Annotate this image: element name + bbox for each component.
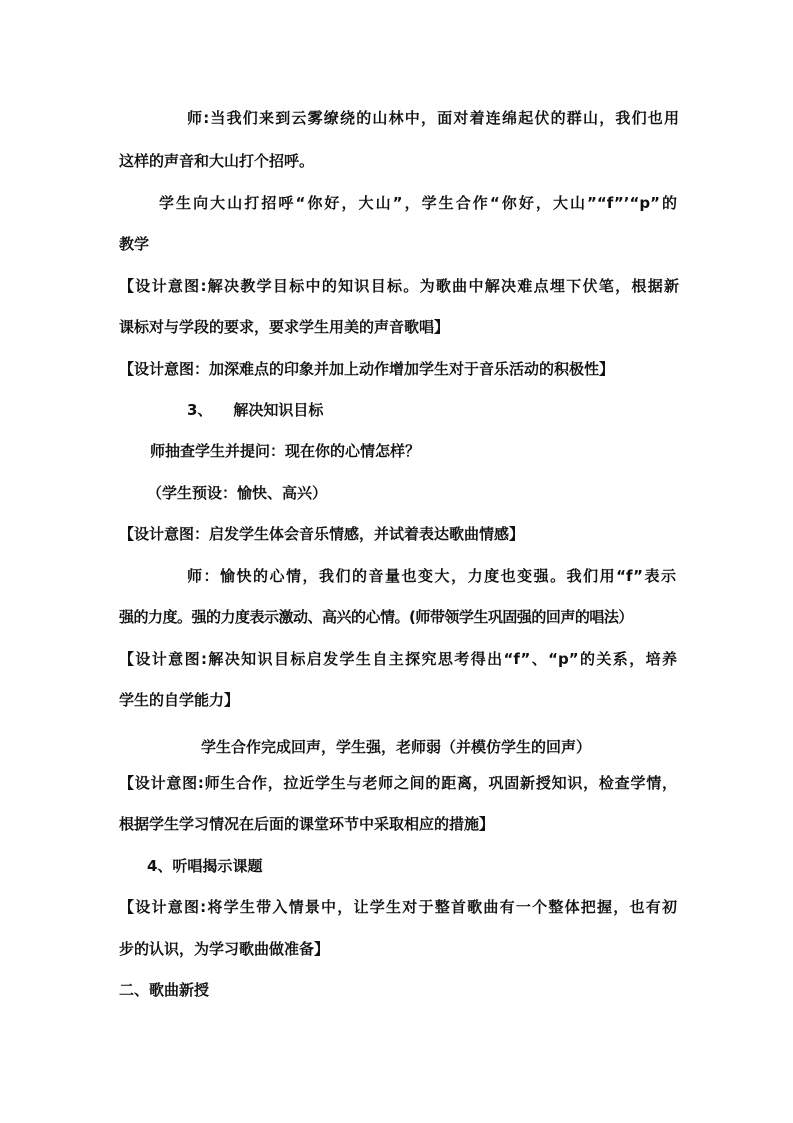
section-heading: 二、歌曲新授 [119,981,210,999]
design-intent-line: 步的认识，为学习歌曲做准备】 [119,940,330,958]
paragraph-line: 这样的声音和大山打个招呼。 [119,152,315,170]
section-heading: 4、听唱揭示课题 [147,857,263,875]
paragraph-line: 师:当我们来到云雾缭绕的山林中，面对着连绵起伏的群山，我们也用 [187,109,679,127]
paragraph-line: 学生向大山打招呼“你好，大山”，学生合作“你好，大山”“f”’“p”的 [159,194,677,212]
paragraph-line: 师：愉快的心情，我们的音量也变大，力度也变强。我们用“f”表示 [187,567,676,585]
design-intent-line: 【设计意图:师生合作，拉近学生与老师之间的距离，巩固新授知识，检查学情， [119,774,677,792]
design-intent-line: 【设计意图:解决教学目标中的知识目标。为歌曲中解决难点埋下伏笔，根据新 [119,277,679,295]
paragraph-line: 师抽查学生并提问：现在你的心情怎样？ [150,442,421,460]
design-intent-line: 【设计意图：加深难点的印象并加上动作增加学生对于音乐活动的积极性】 [119,360,615,378]
design-intent-line: 根据学生学习情况在后面的课堂环节中采取相应的措施】 [119,815,495,833]
paragraph-line: 学生合作完成回声，学生强，老师弱（并模仿学生的回声） [201,738,592,756]
design-intent-line: 学生的自学能力】 [119,691,240,709]
design-intent-line: 【设计意图：启发学生体会音乐情感，并试着表达歌曲情感】 [119,525,525,543]
section-heading: 3、 解决知识目标 [187,401,324,419]
paragraph-line: （学生预设：愉快、高兴） [147,484,328,502]
design-intent-line: 课标对与学段的要求，要求学生用美的声音歌唱】 [119,318,450,336]
design-intent-line: 【设计意图:将学生带入情景中，让学生对于整首歌曲有一个整体把握，也有初 [119,898,677,916]
paragraph-line: 强的力度。强的力度表示激动、高兴的心情。(师带领学生巩固强的回声的唱法） [119,608,633,626]
paragraph-line: 教学 [119,235,150,253]
design-intent-line: 【设计意图:解决知识目标启发学生自主探究思考得出“f”、“p”的关系，培养 [119,650,677,668]
